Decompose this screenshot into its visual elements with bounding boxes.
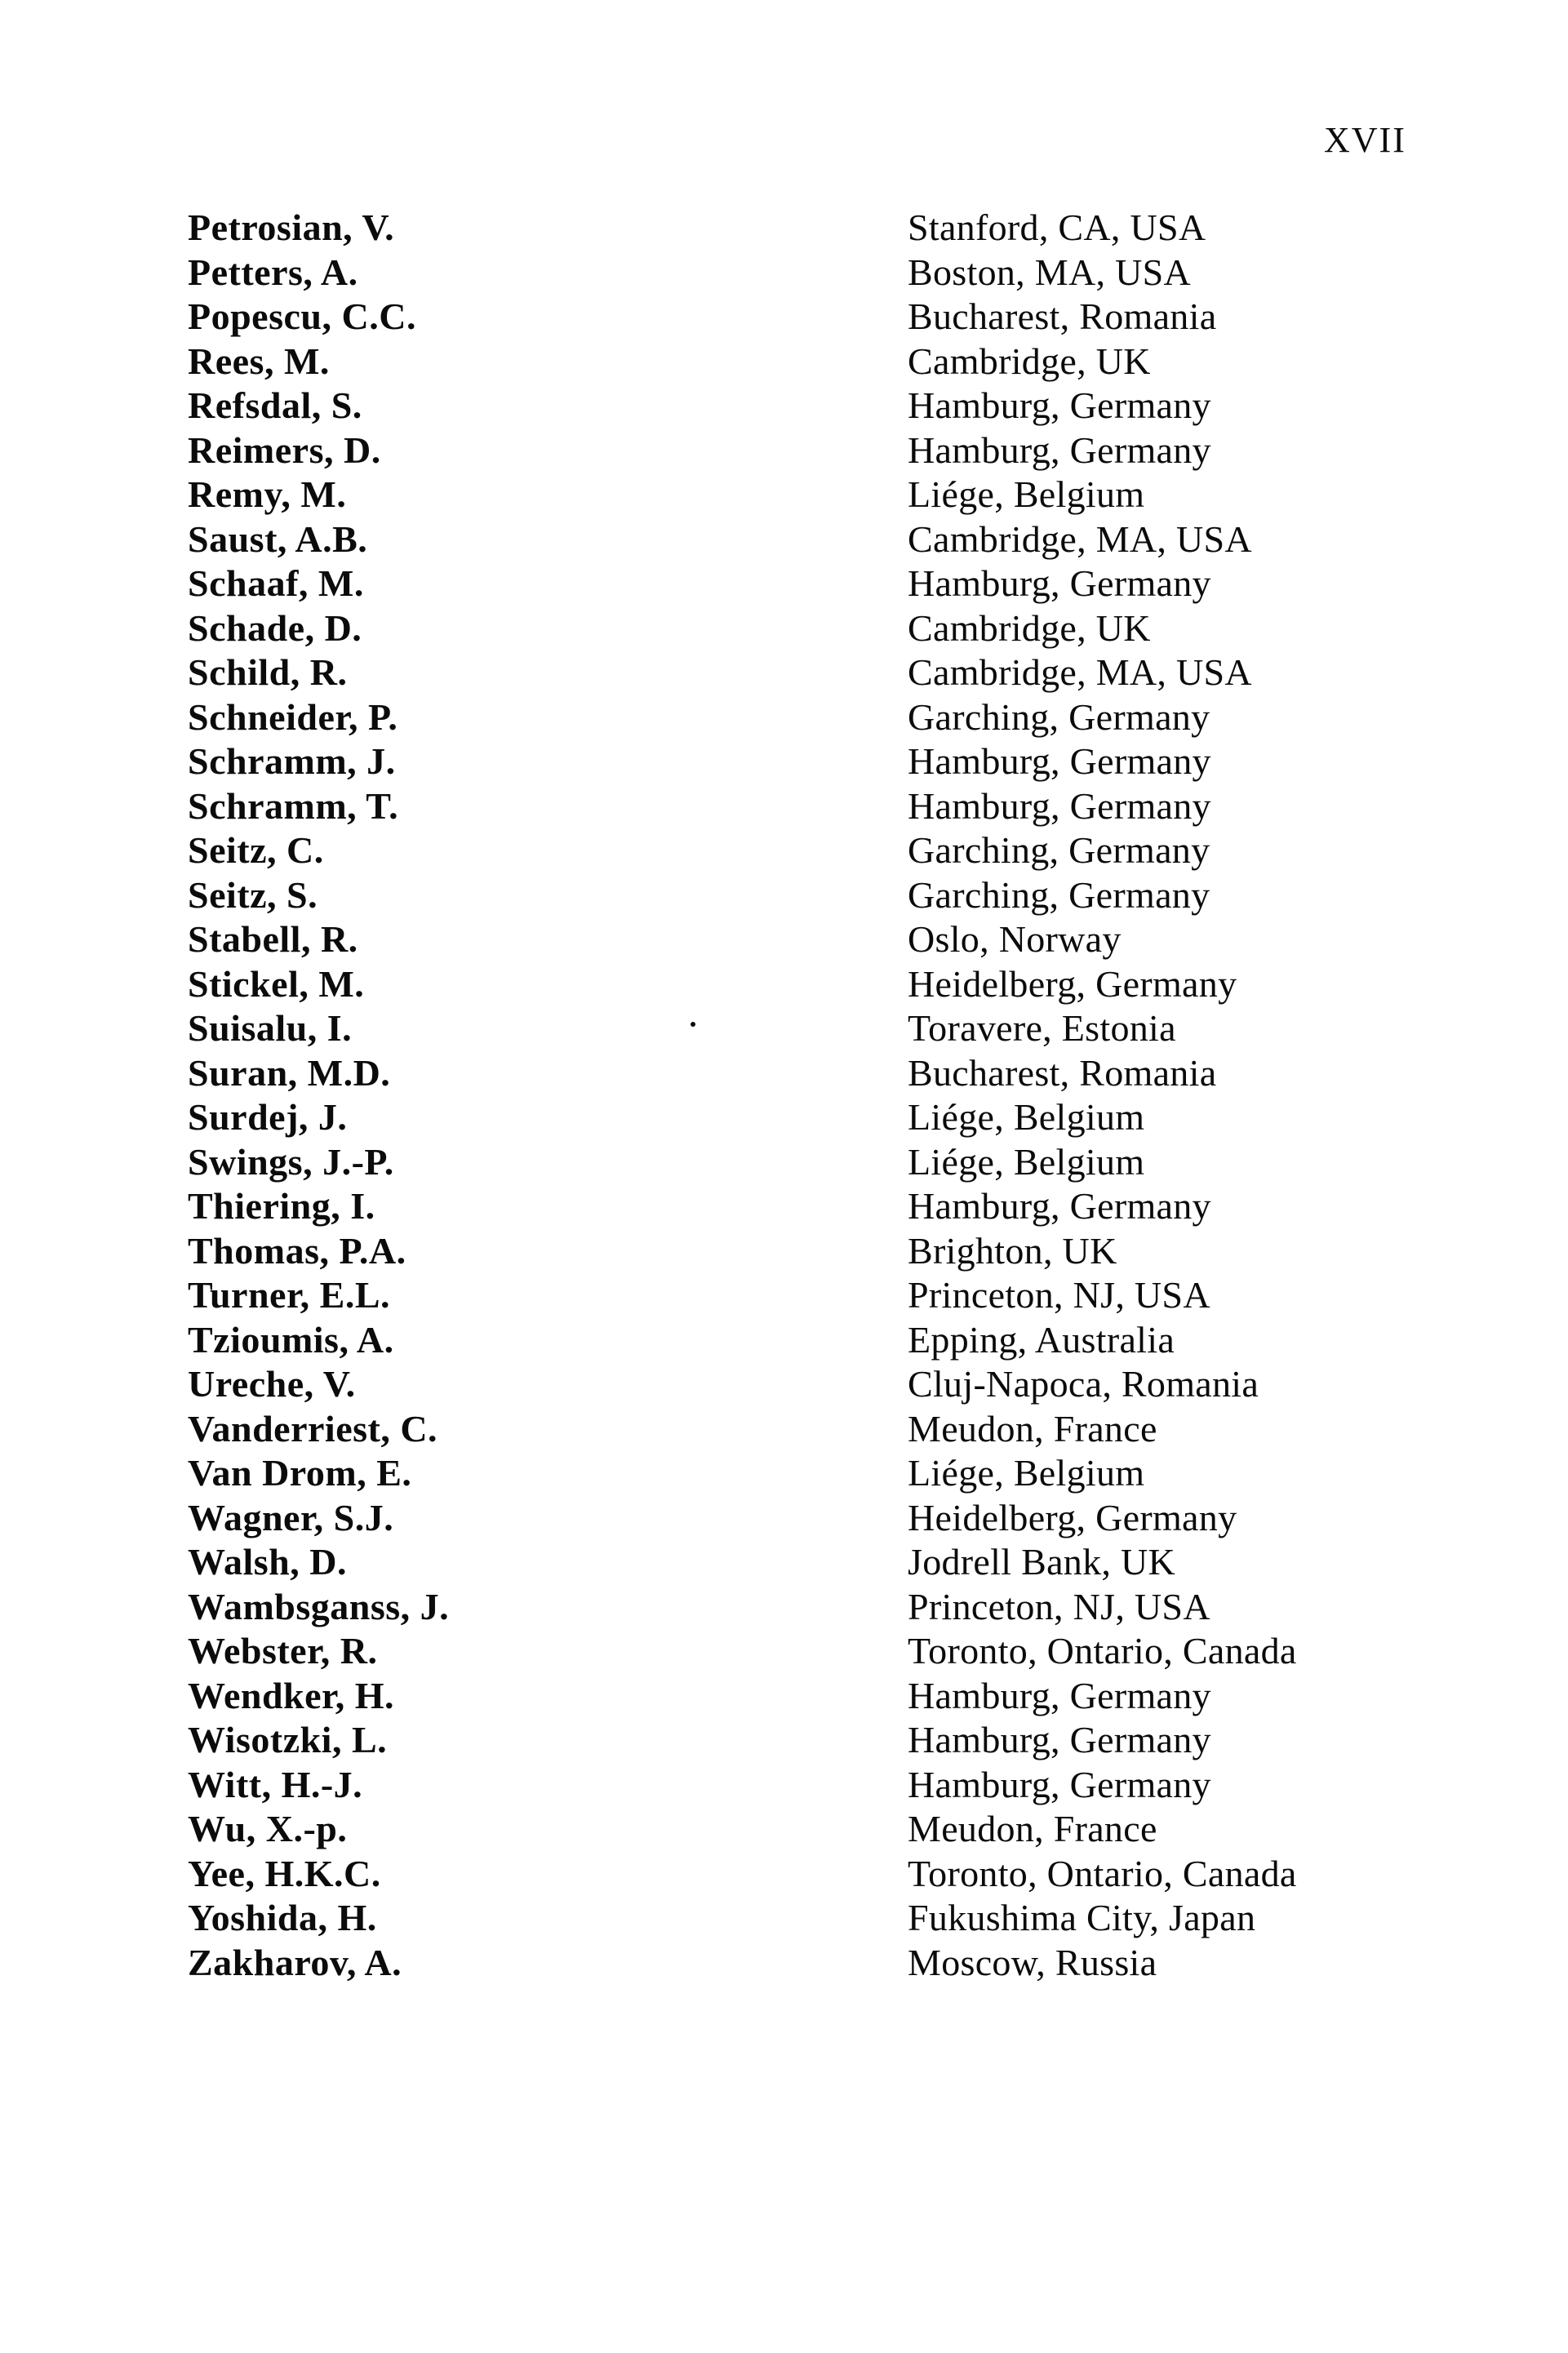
participant-location: Liége, Belgium xyxy=(908,473,1145,515)
participant-location: Cluj-Napoca, Romania xyxy=(908,1363,1259,1405)
participant-row xyxy=(188,1941,1510,1986)
participant-location: Hamburg, Germany xyxy=(908,740,1211,782)
participant-name: Walsh, D. xyxy=(188,1541,347,1583)
participant-name: Ureche, V. xyxy=(188,1363,356,1405)
participant-name: Thiering, I. xyxy=(188,1185,375,1227)
participant-row xyxy=(188,295,1510,340)
participant-location: Epping, Australia xyxy=(908,1318,1175,1361)
participant-row xyxy=(188,1807,1510,1852)
participant-name: Wambsganss, J. xyxy=(188,1585,450,1627)
participant-name: Wendker, H. xyxy=(188,1674,395,1716)
participant-name: Schild, R. xyxy=(188,651,348,693)
participant-location: Heidelberg, Germany xyxy=(908,1496,1237,1538)
participant-location: Hamburg, Germany xyxy=(908,562,1211,604)
participant-location: Princeton, NJ, USA xyxy=(908,1585,1210,1627)
participant-name: Seitz, S. xyxy=(188,873,318,916)
participant-row xyxy=(188,428,1510,473)
participant-name: Schramm, J. xyxy=(188,740,396,782)
participant-row xyxy=(188,695,1510,740)
participant-row xyxy=(188,917,1510,962)
participant-name: Witt, H.-J. xyxy=(188,1763,363,1805)
participant-name: Yoshida, H. xyxy=(188,1897,377,1938)
participant-row xyxy=(188,1763,1510,1808)
participant-row xyxy=(188,1540,1510,1585)
participant-row xyxy=(188,1852,1510,1897)
participant-name: Saust, A.B. xyxy=(188,517,368,560)
participant-name: Tzioumis, A. xyxy=(188,1318,394,1361)
participant-location: Oslo, Norway xyxy=(908,918,1122,960)
participant-name: Turner, E.L. xyxy=(188,1274,391,1316)
participant-name: Wisotzki, L. xyxy=(188,1719,388,1760)
participant-location: Heidelberg, Germany xyxy=(908,962,1237,1005)
participant-name: Schaaf, M. xyxy=(188,562,364,604)
participant-name: Thomas, P.A. xyxy=(188,1229,406,1272)
participant-location: Cambridge, UK xyxy=(908,606,1151,649)
participant-name: Rees, M. xyxy=(188,340,330,382)
participant-name: Stabell, R. xyxy=(188,918,358,960)
participant-location: Hamburg, Germany xyxy=(908,1719,1211,1760)
participant-row xyxy=(188,1273,1510,1318)
participant-location: Moscow, Russia xyxy=(908,1941,1157,1983)
participant-row xyxy=(188,1140,1510,1185)
participant-name: Zakharov, A. xyxy=(188,1941,402,1983)
participant-name: Suisalu, I. xyxy=(188,1007,353,1049)
participant-row xyxy=(188,562,1510,606)
participant-list xyxy=(188,206,1510,1985)
participant-name: Van Drom, E. xyxy=(188,1452,412,1494)
participant-name: Schneider, P. xyxy=(188,695,398,738)
participant-location: Stanford, CA, USA xyxy=(908,206,1206,248)
participant-row xyxy=(188,784,1510,829)
participant-name: Schramm, T. xyxy=(188,784,399,827)
participant-row xyxy=(188,1362,1510,1407)
participant-location: Liége, Belgium xyxy=(908,1140,1145,1183)
participant-row xyxy=(188,1318,1510,1363)
participant-location: Hamburg, Germany xyxy=(908,1185,1211,1227)
participant-location: Garching, Germany xyxy=(908,829,1210,871)
participant-row xyxy=(188,1051,1510,1096)
participant-name: Surdej, J. xyxy=(188,1096,348,1138)
participant-location: Meudon, France xyxy=(908,1407,1157,1450)
participant-row xyxy=(188,251,1510,295)
participant-name: Wagner, S.J. xyxy=(188,1496,394,1538)
participant-row xyxy=(188,206,1510,251)
participant-location: Princeton, NJ, USA xyxy=(908,1274,1210,1316)
scan-artifact-dot xyxy=(691,1022,695,1027)
participant-row xyxy=(188,606,1510,651)
participant-location: Garching, Germany xyxy=(908,695,1210,738)
participant-row xyxy=(188,1496,1510,1541)
page-number: XVII xyxy=(1324,120,1406,160)
participant-name: Webster, R. xyxy=(188,1630,378,1672)
participant-name: Seitz, C. xyxy=(188,829,324,871)
participant-location: Liége, Belgium xyxy=(908,1452,1145,1494)
participant-location: Boston, MA, USA xyxy=(908,251,1192,293)
participant-location: Hamburg, Germany xyxy=(908,384,1211,426)
participant-location: Bucharest, Romania xyxy=(908,295,1217,337)
participant-row xyxy=(188,384,1510,428)
participant-row xyxy=(188,517,1510,562)
participant-location: Toronto, Ontario, Canada xyxy=(908,1630,1297,1672)
participant-row xyxy=(188,340,1510,384)
participant-row xyxy=(188,1407,1510,1452)
participant-row xyxy=(188,1095,1510,1140)
participant-location: Cambridge, MA, USA xyxy=(908,651,1252,693)
participant-row xyxy=(188,1585,1510,1630)
participant-row xyxy=(188,1229,1510,1274)
participant-location: Fukushima City, Japan xyxy=(908,1897,1256,1938)
participant-row xyxy=(188,1184,1510,1229)
participant-name: Wu, X.-p. xyxy=(188,1808,348,1849)
participant-name: Popescu, C.C. xyxy=(188,295,416,337)
participant-location: Hamburg, Germany xyxy=(908,1763,1211,1805)
participant-row xyxy=(188,828,1510,873)
participant-name: Suran, M.D. xyxy=(188,1051,391,1094)
participant-row xyxy=(188,1006,1510,1051)
participant-row xyxy=(188,1451,1510,1496)
participant-location: Toronto, Ontario, Canada xyxy=(908,1852,1297,1894)
participant-row xyxy=(188,1718,1510,1763)
participant-location: Hamburg, Germany xyxy=(908,428,1211,471)
participant-location: Meudon, France xyxy=(908,1808,1157,1849)
participant-location: Jodrell Bank, UK xyxy=(908,1541,1176,1583)
participant-name: Stickel, M. xyxy=(188,962,365,1005)
participant-location: Hamburg, Germany xyxy=(908,1674,1211,1716)
participant-row xyxy=(188,650,1510,695)
participant-location: Garching, Germany xyxy=(908,873,1210,916)
participant-name: Remy, M. xyxy=(188,473,347,515)
participant-row xyxy=(188,473,1510,517)
participant-name: Petrosian, V. xyxy=(188,206,395,248)
participant-name: Reimers, D. xyxy=(188,428,381,471)
participant-name: Yee, H.K.C. xyxy=(188,1852,381,1894)
participant-row xyxy=(188,1629,1510,1674)
participant-location: Hamburg, Germany xyxy=(908,784,1211,827)
participant-row xyxy=(188,873,1510,918)
participant-name: Schade, D. xyxy=(188,606,362,649)
participant-row xyxy=(188,739,1510,784)
participant-row xyxy=(188,1896,1510,1941)
participant-location: Liége, Belgium xyxy=(908,1096,1145,1138)
participant-name: Vanderriest, C. xyxy=(188,1407,438,1450)
participant-location: Cambridge, MA, USA xyxy=(908,517,1252,560)
participant-location: Brighton, UK xyxy=(908,1229,1117,1272)
participant-name: Refsdal, S. xyxy=(188,384,362,426)
participant-location: Toravere, Estonia xyxy=(908,1007,1176,1049)
participant-location: Cambridge, UK xyxy=(908,340,1151,382)
participant-name: Swings, J.-P. xyxy=(188,1140,394,1183)
participant-row xyxy=(188,962,1510,1007)
participant-row xyxy=(188,1674,1510,1719)
participant-name: Petters, A. xyxy=(188,251,358,293)
participant-location: Bucharest, Romania xyxy=(908,1051,1217,1094)
